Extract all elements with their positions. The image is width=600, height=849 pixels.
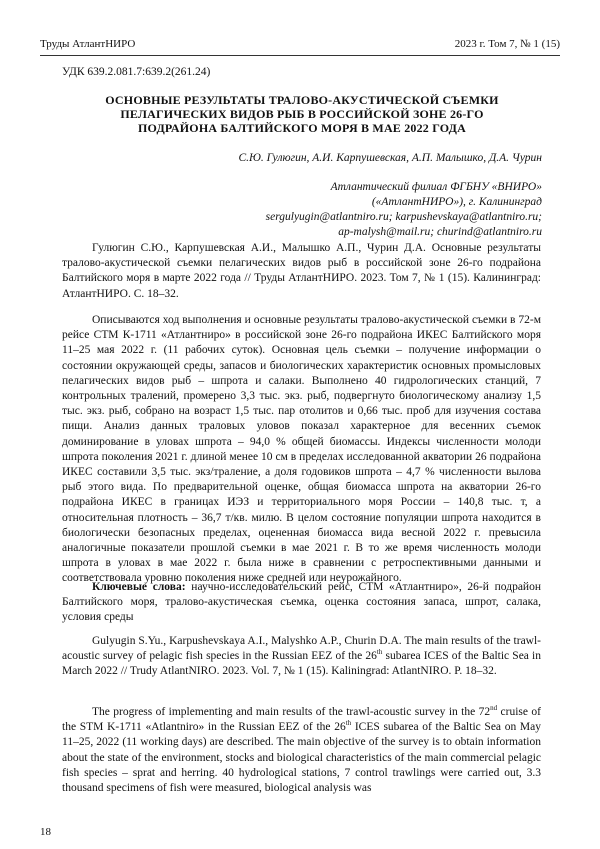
running-header-journal: Труды АтлантНИРО xyxy=(40,38,136,50)
abstract-en xyxy=(62,705,541,796)
citation-en-sup: th xyxy=(376,648,383,657)
affiliation-line: Атлантический филиал ФГБНУ «ВНИРО» xyxy=(330,181,542,193)
title-line: ПЕЛАГИЧЕСКИХ ВИДОВ РЫБ В РОССИЙСКОЙ ЗОНЕ 26-ГО xyxy=(120,107,484,121)
udk-code: УДК 639.2.081.7:639.2(261.24) xyxy=(62,66,211,78)
keywords xyxy=(62,580,541,626)
abstract-en-part: cruise of the STM K-1711 «Atlantniro» in the Russian EEZ of the 26 xyxy=(62,706,541,734)
page-number: 18 xyxy=(40,826,51,838)
affiliation xyxy=(266,180,542,240)
abstract-en-part: The progress of implementing and main results of the trawl-acoustic survey in the 72 xyxy=(92,706,491,718)
citation-en-part: subarea ICES of the Baltic Sea in March 2022 // Trudy AtlantNIRO. 2023. Vol. 7, № 1 (15). Kaliningrad: AtlantNIRO. P. 18–32. xyxy=(62,650,541,678)
citation-en xyxy=(62,634,541,680)
abstract-en-part: ICES subarea of the Baltic Sea on May 11–25, 2022 (11 working days) are described. The main objective of the survey is to obtain information about the state of the environment, stocks and biological characteristics of the main commercial pelagic fish species – sprat and herring. 40 hydrological stations, 7 control trawlings were carried out, 3.3 thousand specimens of fish were measured, biological analysis was xyxy=(62,721,541,795)
abstract-en-sup: th xyxy=(345,719,352,728)
affiliation-line: («АтлантНИРО»), г. Калининград xyxy=(371,196,542,208)
affiliation-emails: sergulyugin@atlantniro.ru; karpushevskaya@atlantniro.ru; xyxy=(265,211,542,223)
keywords-text: научно-исследовательский рейс, СТМ «Атлантниро», 26-й подрайон Балтийского моря, тралово-акустическая съемка, оценка состояния запаса, шпрот, салака, условия среды xyxy=(62,581,541,624)
title-line: ОСНОВНЫЕ РЕЗУЛЬТАТЫ ТРАЛОВО-АКУСТИЧЕСКОЙ СЪЕМКИ xyxy=(105,93,499,107)
header-divider xyxy=(40,55,560,56)
article-title xyxy=(62,93,542,135)
abstract-ru: Описываются ход выполнения и основные результаты тралово-акустической съемки в 72-м рейсе СТМ К-1711 «Атлантниро» в российской зоне 26-го подрайона ИКЕС Балтийского моря 11–25 мая 2022 г. (11 рабочих суток). Основная цель съемки – получение информации о состоянии окружающей среды, запасов и биологических характеристик основных промысловых пелагических видов рыб – шпрота и салаки. Выполнено 40 гидрологических станций, 7 контрольных тралений, промерено 3,3 тыс. экз. рыб, подвергнуто биологическому анализу 1,5 тыс. экз. рыб, собрано на возраст 1,5 тыс. пар отолитов и 0,66 тыс. проб для изучения состава пищи. Анализ данных траловых уловов показал характерное для весенних съемок доминирование в уловах шпрота – 94,0 % общей биомассы. Индексы численности молоди шпрота поколения 2021 г. длиной менее 10 см в пределах исследованной акватории 26 подрайона ИКЕС составили 3,5 тыс. экз/траление, а доля годовиков шпрота – 4,7 % численности вылова рыб этого вида. По предварительной оценке, общая биомасса шпрота на акватории 26-го подрайона ИКЕС в границах ИЭЗ и территориального моря России – 140,8 тыс. т, а относительная плотность – 36,7 т/кв. милю. В целом состояние популяции шпрота находится в биологически безопасных пределах, оцененная биомасса вида весной 2022 г. превысила аналогичные показатели прошлой съемки в мае 2021 г. В то же время численность молоди шпрота в уловах в мае 2022 г. была ниже в сравнении с ретроспективными данными и соответствовала уровню поколения ниже средней или неурожайного. xyxy=(62,314,541,585)
title-line: ПОДРАЙОНА БАЛТИЙСКОГО МОРЯ В МАЕ 2022 ГОДА xyxy=(137,121,467,135)
abstract-en-sup: nd xyxy=(490,704,498,713)
affiliation-emails: ap-malysh@mail.ru; churind@atlantniro.ru xyxy=(338,226,542,238)
running-header-issue: 2023 г. Том 7, № 1 (15) xyxy=(454,38,560,50)
authors: С.Ю. Гулюгин, А.И. Карпушевская, А.П. Малышко, Д.А. Чурин xyxy=(238,152,542,164)
keywords-label: Ключевые слова: xyxy=(92,581,186,593)
citation-en-part: Gulyugin S.Yu., Karpushevskaya A.I., Malyshko A.P., Churin D.A. The main results of the trawl-acoustic survey of pelagic fish species in the Russian EEZ of the 26 xyxy=(62,635,541,663)
citation-ru: Гулюгин С.Ю., Карпушевская А.И., Малышко А.П., Чурин Д.А. Основные результаты тралово-акустической съемки пелагических видов рыб в российской зоне 26-го подрайона Балтийского моря в марте 2022 года // Труды АтлантНИРО. 2023. Том 7, № 1 (15). Калининград: АтлантНИРО. С. 18–32. xyxy=(62,242,541,300)
